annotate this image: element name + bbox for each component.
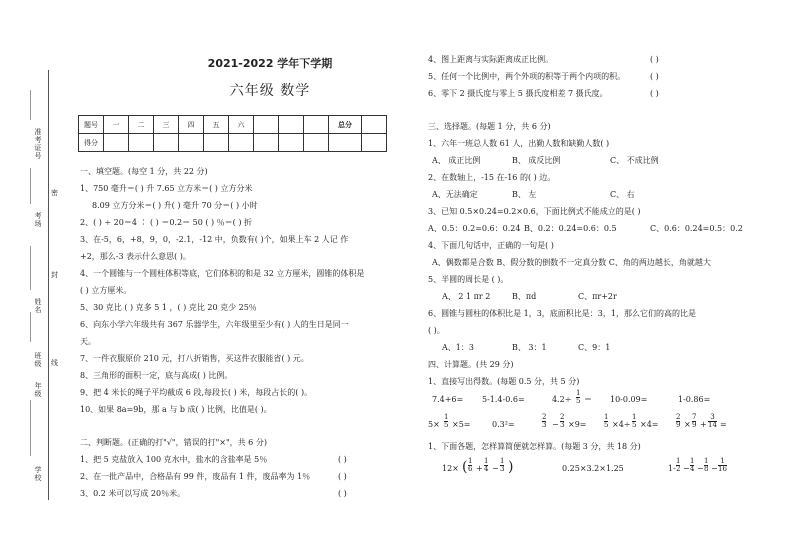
choice-option[interactable]: C、πr+2r (578, 292, 617, 301)
question-choice-5: 5、半圆的周长是 ( )。 (428, 275, 509, 284)
question-fill-7: 7、一件衣服原价 210 元，打八折销售，买这件衣服能省( ) 元。 (80, 354, 309, 363)
fraction: 2 3 (542, 413, 547, 429)
choice-option[interactable]: C、 右 (610, 190, 635, 199)
calc-item: 5× (428, 420, 440, 429)
question-fill-8: 8、三角形的面积一定，底与高成( ) 比例。 (80, 371, 233, 380)
seal-mark-mi: 密 (51, 189, 58, 197)
seal-mark-xian: 线 (51, 359, 58, 367)
choice-option[interactable]: B、 成反比例 (512, 156, 561, 165)
question-fill-3b: +2，那么-3 表示什么意思( )。 (80, 252, 191, 261)
choice-option[interactable]: C、9：1 (578, 343, 611, 352)
score-table-row (79, 134, 387, 152)
choice-options-4[interactable]: A、偶数都是合数 B、假分数的倒数不一定真分数 C、角的两边越长，角就越大 (432, 258, 711, 267)
score-cell: 题号 (79, 116, 104, 134)
choice-option[interactable]: B、πd (512, 292, 537, 301)
margin-label-exam-room: 考场 (34, 212, 42, 228)
score-cell: 得分 (79, 134, 104, 152)
question-fill-1b: 8.09 立方分米＝( ) 升( ) 毫升 70 分＝( ) 小时 (92, 201, 258, 210)
seal-mark-feng: 封 (51, 271, 58, 279)
score-cell[interactable] (154, 134, 179, 152)
fraction: 1 5 (444, 413, 449, 429)
score-cell[interactable] (179, 134, 204, 152)
calc-item: 0.3²= (492, 420, 515, 429)
calc-item: 1- (668, 464, 676, 473)
fraction: 1 4 (690, 457, 695, 473)
choice-option[interactable]: B、 3：1 (512, 343, 547, 352)
question-fill-6b: 天。 (80, 337, 96, 346)
score-cell: 六 (229, 116, 254, 134)
score-cell (304, 116, 329, 134)
minus-sign: − (492, 464, 499, 473)
calc-item: 0.25×3.2×1.25 (562, 464, 624, 473)
fraction: 1 8 (704, 457, 709, 473)
answer-paren[interactable]: ( ) (338, 489, 347, 498)
score-cell[interactable] (204, 134, 229, 152)
question-fill-4b: ( ) 立方厘米。 (80, 286, 132, 295)
score-cell[interactable] (329, 134, 362, 152)
score-table-row (79, 116, 387, 134)
score-cell: 三 (154, 116, 179, 134)
exam-title: 2021-2022 学年下学期 (207, 57, 333, 70)
question-judge-3: 3、0.2 米可以写成 20％米。 (80, 489, 186, 498)
close-paren: ) (508, 459, 514, 475)
fraction: 1 5 (604, 413, 609, 429)
margin-label-grade: 年级 (34, 382, 42, 398)
question-choice-4: 4、下面几句话中，正确的一句是( ) (428, 241, 554, 250)
score-cell (362, 116, 387, 134)
question-fill-3a: 3、在-5，6，+8，9，0，-2.1，-12 中，负数有( )个，如果上车 2 人记 作 (80, 235, 349, 244)
fraction: 1 4 (484, 457, 489, 473)
minus-sign: − (683, 464, 690, 473)
calc-item: ×4= (640, 420, 659, 429)
fraction: 1 2 (676, 457, 681, 473)
calc-item: 4.2÷ (552, 395, 572, 404)
minus-sign: − (552, 420, 559, 429)
calc-item: 1-0.86= (678, 395, 711, 404)
score-cell: 二 (129, 116, 154, 134)
margin-label-exam-number: 准考证号 (34, 128, 42, 160)
choice-option[interactable]: A、 成正比例 (432, 156, 481, 165)
exam-subtitle: 六年级 数学 (229, 83, 311, 99)
answer-paren[interactable]: ( ) (650, 72, 659, 81)
plus-sign: + (476, 464, 483, 473)
score-cell[interactable] (104, 134, 129, 152)
choice-option[interactable]: A、无法确定 (432, 190, 478, 199)
score-cell[interactable] (254, 134, 279, 152)
score-cell (279, 116, 304, 134)
score-cell: 五 (204, 116, 229, 134)
question-judge-1: 1、把 5 克盐放入 100 克水中，盐水的含盐率是 5％ (80, 455, 268, 464)
choice-option[interactable]: C、 不成比例 (610, 156, 659, 165)
question-fill-9: 9、把 4 米长的绳子平均截成 6 段,每段长( ) 米，每段占长的( )。 (80, 388, 313, 397)
fraction: 2 3 (560, 413, 565, 429)
question-fill-5: 5、30 克比 ( ) 克多 5 1 ，( ) 克比 20 克少 25％ (80, 303, 257, 312)
fraction: 1 5 (632, 413, 637, 429)
calc-subheading-2: 1、下面各题，怎样算简便就怎样算。(每题 3 分，共 18 分) (428, 442, 641, 451)
choice-option[interactable]: A、 2 1 πr 2 (442, 292, 491, 301)
question-fill-6a: 6、向东小学六年级共有 367 乐器学生，六年级里至少有( ) 人的生日是同一 (80, 320, 349, 329)
fraction: 1 5 (576, 389, 581, 405)
question-judge-5: 5、任何一个比例中，两个外项的积等于两个内项的积。 (428, 72, 626, 81)
margin-label-name: 姓名 (34, 298, 42, 314)
choice-option[interactable]: C、0.6：0.24=0.5：0.2 (650, 224, 743, 233)
calc-subheading-1: 1、直接写出得数。(每题 0.5 分，共 5 分) (428, 377, 580, 386)
fraction: 3 14 (708, 413, 717, 429)
calc-item: ×4÷ (612, 420, 631, 429)
score-cell[interactable] (362, 134, 387, 152)
score-table (78, 115, 387, 152)
open-paren: ( (462, 459, 468, 475)
question-judge-4: 4、图上距离与实际距离成正比例。 (428, 55, 554, 64)
choice-option[interactable]: A、1：3 (442, 343, 474, 352)
fraction: 1 6 (468, 457, 473, 473)
calc-item: = (720, 420, 727, 429)
question-choice-2: 2、在数轴上，-15 在-16 的( ) 边。 (428, 173, 556, 182)
question-judge-6: 6、零下 2 摄氏度与零上 5 摄氏度相差 7 摄氏度。 (428, 89, 608, 98)
margin-label-class: 班级 (34, 352, 42, 368)
section-heading-fill-in: 一、填空题。(每空 1 分，共 22 分) (80, 167, 208, 176)
section-heading-choice: 三、选择题。(每题 1 分，共 6 分) (428, 122, 551, 131)
fraction: 1 3 (500, 457, 505, 473)
plus-sign: + (700, 420, 707, 429)
question-judge-2: 2、在一批产品中，合格品有 99 件，废品有 1 件，废品率为 1％ (80, 472, 311, 481)
score-cell: 总分 (329, 116, 362, 134)
question-choice-6: 6、圆锥与圆柱的体积比是 1，3，底面积比是：3，1，那么它们的高的比是 (428, 309, 696, 318)
question-fill-10: 10、如果 8a=9b，那 a 与 b 成( ) 比例，比值是( )。 (80, 405, 272, 414)
question-choice-6b: ( )。 (428, 326, 445, 335)
choice-option[interactable]: B、 左 (512, 190, 537, 199)
question-choice-1: 1、六年一班总人数 61 人，出勤人数和缺勤人数( ) (428, 139, 610, 148)
score-cell[interactable] (304, 134, 329, 152)
binding-line (48, 70, 49, 500)
calc-item: 5-1.4-0.6= (482, 395, 525, 404)
choice-option[interactable]: B、0.2：0.24=0.6：0.5 (524, 224, 617, 233)
score-cell (254, 116, 279, 134)
score-cell: 四 (179, 116, 204, 134)
margin-label-school: 学校 (34, 466, 42, 482)
question-choice-3: 3、已知 0.5×0.24=0.2×0.6，下面比例式不能成立的是( ) (428, 207, 641, 216)
calc-item: ×5= (452, 420, 471, 429)
answer-paren[interactable]: ( ) (338, 455, 347, 464)
minus-sign: − (711, 464, 718, 473)
calc-item: 7.4+6= (432, 395, 464, 404)
score-cell[interactable] (229, 134, 254, 152)
section-heading-calc: 四、计算题。(共 29 分) (428, 360, 514, 369)
question-fill-4a: 4、一个圆锥与一个圆柱体积等底，它们体积的和是 32 立方厘米，圆锥的体积是 (80, 269, 365, 278)
answer-paren[interactable]: ( ) (650, 89, 659, 98)
score-cell[interactable] (129, 134, 154, 152)
answer-paren[interactable]: ( ) (338, 472, 347, 481)
fraction: 2 9 (676, 413, 681, 429)
fraction: 7 9 (692, 413, 697, 429)
score-cell[interactable] (279, 134, 304, 152)
choice-option[interactable]: A、0.5：0.2=0.6：0.24 (428, 224, 521, 233)
minus-sign: − (697, 464, 704, 473)
binding-margin (0, 0, 60, 550)
score-cell: 一 (104, 116, 129, 134)
calc-item: 10-0.09= (610, 395, 648, 404)
calc-item: ×9= (568, 420, 587, 429)
section-heading-judge: 二、判断题。(正确的打"√"，错误的打"×"，共 6 分) (80, 438, 267, 447)
calc-item: 12× (442, 464, 459, 473)
calc-item: × (684, 420, 691, 429)
answer-paren[interactable]: ( ) (650, 55, 659, 64)
question-fill-1a: 1、750 毫升＝( ) 升 7.65 立方米＝( ) 立方分米 (80, 184, 253, 193)
equals-sign: ＝ (584, 395, 592, 404)
fraction: 1 16 (718, 457, 727, 473)
question-fill-2: 2、( ) ÷ 20＝4 ∶ ( ) ＝0.2＝ 50 ( ) ％＝( ) 折 (80, 218, 252, 227)
